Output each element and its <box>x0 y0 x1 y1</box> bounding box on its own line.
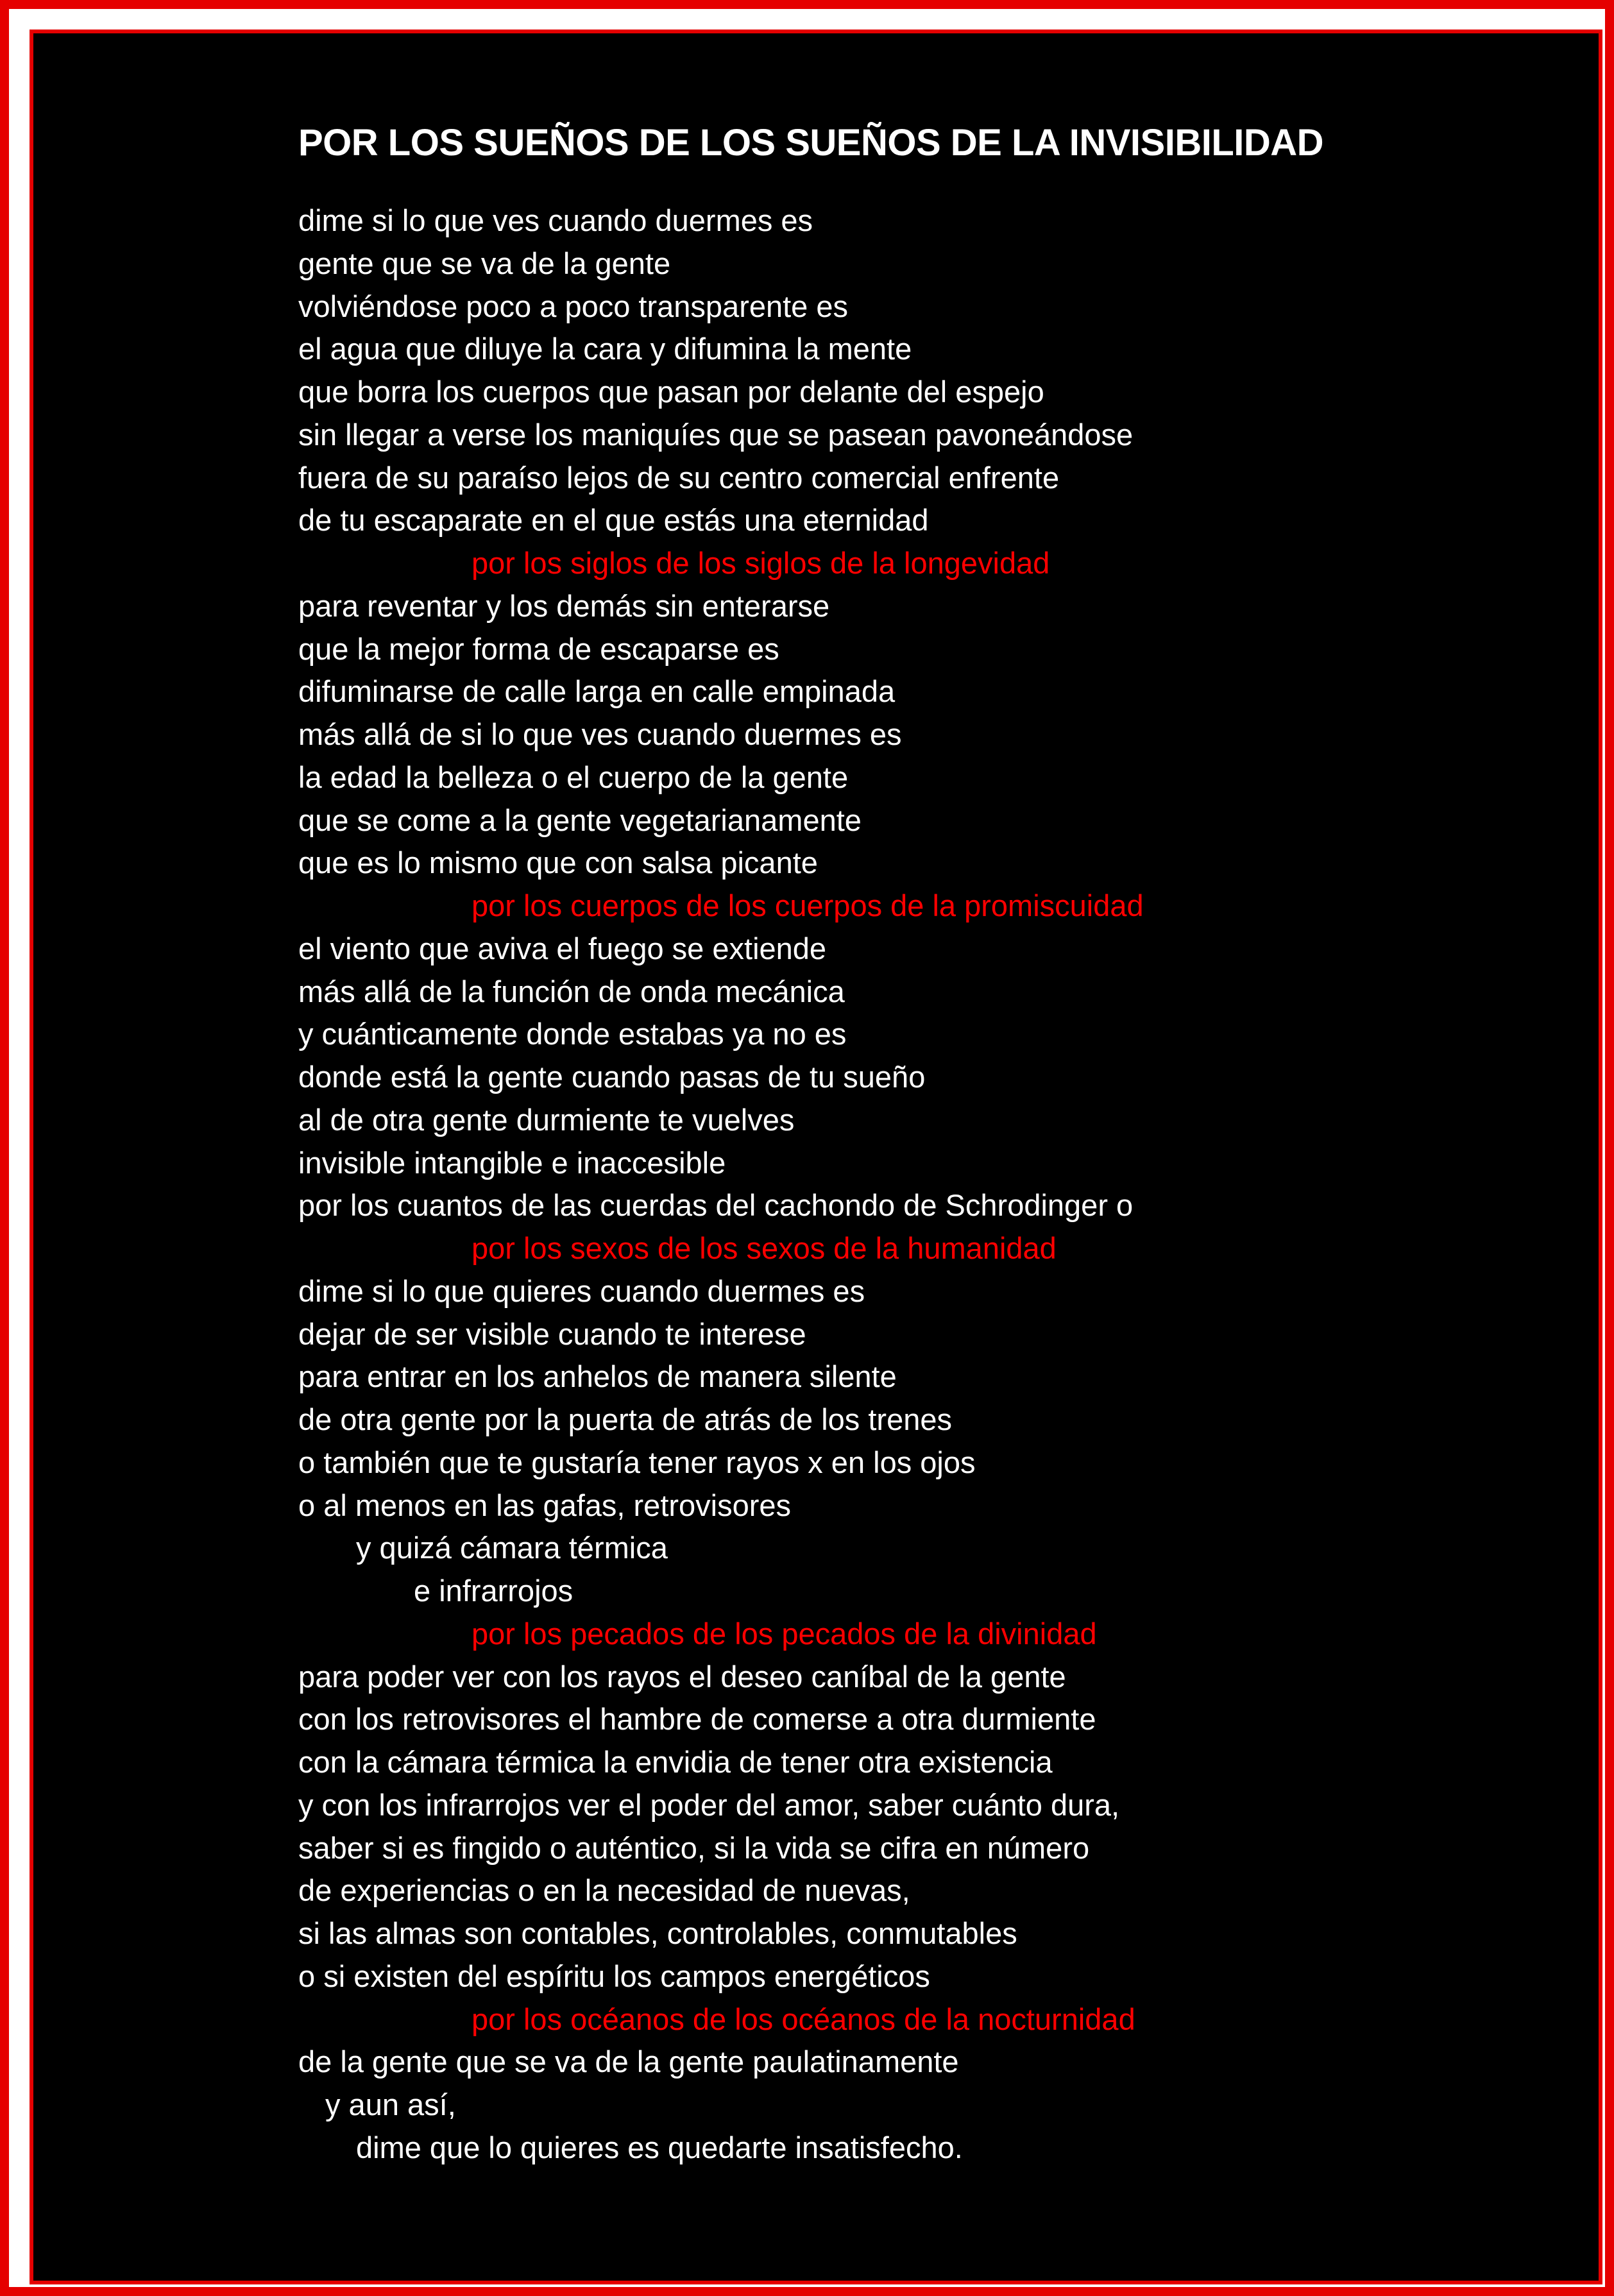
poem-line: dejar de ser visible cuando te interese <box>298 1316 806 1351</box>
poem-line: o también que te gustaría tener rayos x en los ojos <box>298 1445 976 1479</box>
refrain-line: por los cuerpos de los cuerpos de la promiscuidad <box>471 889 1144 923</box>
poem-line: el agua que diluye la cara y difumina la mente <box>298 332 912 366</box>
poem-line-indented: dime que lo quieres es quedarte insatisfecho. <box>356 2130 963 2164</box>
poem-line: gente que se va de la gente <box>298 246 671 280</box>
poem-line: que es lo mismo que con salsa picante <box>298 846 818 880</box>
poem-line-indented: y quizá cámara térmica <box>356 1531 668 1565</box>
poem-line: o al menos en las gafas, retrovisores <box>298 1488 792 1522</box>
poem-content <box>298 120 1549 2170</box>
poem-line: con la cámara térmica la envidia de tener otra existencia <box>298 1745 1053 1779</box>
poem-line: donde está la gente cuando pasas de tu sueño <box>298 1060 926 1094</box>
poem-line: dime si lo que ves cuando duermes es <box>298 203 813 237</box>
poem-line: saber si es fingido o auténtico, si la vida se cifra en número <box>298 1830 1090 1865</box>
poem-line: que borra los cuerpos que pasan por delante del espejo <box>298 375 1044 409</box>
poem-line: para poder ver con los rayos el deseo caníbal de la gente <box>298 1659 1066 1694</box>
poem-line: por los cuantos de las cuerdas del cachondo de Schrodinger o <box>298 1188 1134 1223</box>
poem-line: el viento que aviva el fuego se extiende <box>298 931 827 965</box>
poem-line: con los retrovisores el hambre de comerse a otra durmiente <box>298 1702 1096 1737</box>
poem-line: al de otra gente durmiente te vuelves <box>298 1102 795 1137</box>
poem-line: de tu escaparate en el que estás una eternidad <box>298 503 929 538</box>
poem-line: y cuánticamente donde estabas ya no es <box>298 1017 847 1051</box>
poem-line: que la mejor forma de escaparse es <box>298 631 779 666</box>
poem-line: de otra gente por la puerta de atrás de los trenes <box>298 1402 952 1436</box>
poem-line: de la gente que se va de la gente paulatinamente <box>298 2045 959 2079</box>
poem-line: la edad la belleza o el cuerpo de la gente <box>298 760 849 794</box>
poem-line: fuera de su paraíso lejos de su centro comercial enfrente <box>298 460 1060 495</box>
poem-line: o si existen del espíritu los campos energéticos <box>298 1959 930 1993</box>
refrain-line: por los siglos de los siglos de la longevidad <box>471 546 1050 580</box>
poem-title: POR LOS SUEÑOS DE LOS SUEÑOS DE LA INVISIBILIDAD <box>298 122 1324 164</box>
poem-line: dime si lo que quieres cuando duermes es <box>298 1273 865 1308</box>
poem-line: que se come a la gente vegetarianamente <box>298 803 862 837</box>
poem-line: difuminarse de calle larga en calle empinada <box>298 674 896 709</box>
refrain-line: por los sexos de los sexos de la humanidad <box>471 1231 1057 1265</box>
poem-panel <box>30 30 1602 2284</box>
poem-line: para entrar en los anhelos de manera silente <box>298 1359 897 1394</box>
poem-line: más allá de si lo que ves cuando duermes es <box>298 717 902 751</box>
poem-line: y con los infrarrojos ver el poder del amor, saber cuánto dura, <box>298 1787 1120 1822</box>
poem-line: más allá de la función de onda mecánica <box>298 974 845 1008</box>
poem-line: invisible intangible e inaccesible <box>298 1145 726 1180</box>
poem-line-indented: y aun así, <box>325 2088 456 2122</box>
poem-line: para reventar y los demás sin enterarse <box>298 588 830 623</box>
refrain-line: por los océanos de los océanos de la nocturnidad <box>471 2002 1135 2036</box>
refrain-line: por los pecados de los pecados de la divinidad <box>471 1616 1097 1651</box>
poem-line: volviéndose poco a poco transparente es <box>298 289 849 323</box>
poem-line: sin llegar a verse los maniquíes que se pasean pavoneándose <box>298 417 1134 452</box>
poem-line: de experiencias o en la necesidad de nuevas, <box>298 1873 910 1908</box>
poem-line: si las almas son contables, controlables, conmutables <box>298 1916 1017 1950</box>
poem-body <box>298 200 1549 2170</box>
poem-line-indented: e infrarrojos <box>414 1574 573 1608</box>
